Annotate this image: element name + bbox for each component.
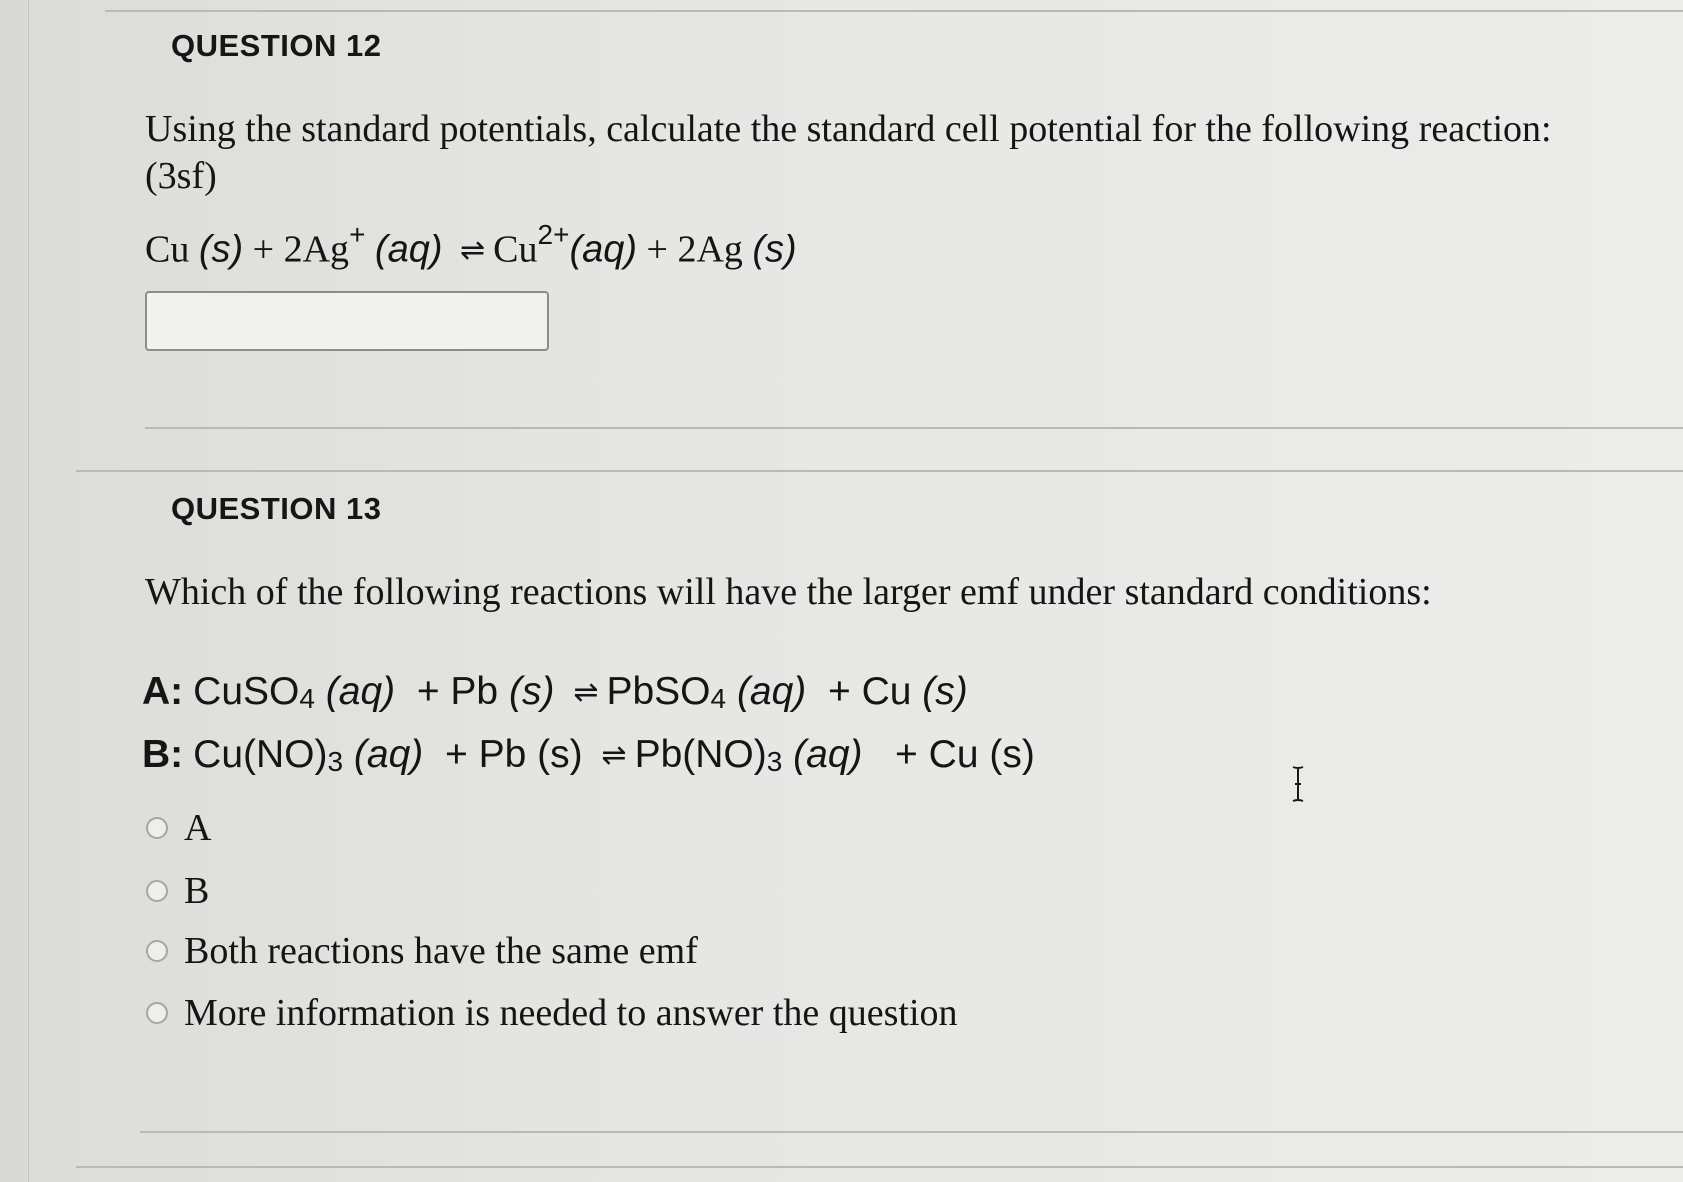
radio-more-info[interactable] xyxy=(146,1002,168,1024)
eq-state-aq2: (aq) xyxy=(569,228,638,271)
reaction-a-product-state: (aq) xyxy=(736,670,807,713)
radio-same-emf[interactable] xyxy=(146,940,168,962)
eq-ag: 2Ag xyxy=(283,228,350,271)
reaction-b-plus-pb: + Pb (s) xyxy=(444,733,583,776)
eq-cu: Cu xyxy=(145,228,190,271)
reaction-b-label: B: xyxy=(142,733,184,776)
eq-cu2: Cu xyxy=(493,228,538,271)
reaction-a-reactant: CuSO xyxy=(193,670,300,713)
eq-ag-charge: + xyxy=(349,219,366,250)
reaction-b-reactant-state: (aq) xyxy=(353,733,424,776)
option-a[interactable] xyxy=(146,806,211,850)
option-more-info[interactable] xyxy=(146,991,958,1035)
option-same-emf-label: Both reactions have the same emf xyxy=(184,930,698,972)
eq-equilibrium-arrow: ⇌ xyxy=(460,232,486,268)
answer-input[interactable] xyxy=(145,291,549,351)
reaction-a xyxy=(142,670,968,714)
reaction-b-product: Pb(NO) xyxy=(634,733,767,776)
eq-state-aq1: (aq) xyxy=(374,228,443,271)
eq-state-s2: (s) xyxy=(752,228,797,271)
section-divider xyxy=(76,470,1683,472)
eq-plus2: + xyxy=(646,228,668,271)
question-12-equation xyxy=(145,219,797,272)
reaction-b-plus-cu: + Cu (s) xyxy=(895,733,1035,776)
reaction-b-product-sub: 3 xyxy=(766,746,783,777)
reaction-a-product: PbSO xyxy=(606,670,711,713)
question-13-prompt: Which of the following reactions will have the larger emf under standard conditions: xyxy=(145,571,1432,613)
reaction-b-reactant-sub: 3 xyxy=(327,746,344,777)
reaction-a-reactant-sub: 4 xyxy=(299,683,315,714)
footer-divider xyxy=(76,1166,1683,1168)
eq-cu-charge: 2+ xyxy=(537,219,570,250)
question-12-prompt xyxy=(145,106,1552,200)
reaction-a-product-sub: 4 xyxy=(710,683,727,714)
question-13-title: QUESTION 13 xyxy=(171,491,382,526)
reaction-b xyxy=(142,733,1035,777)
reaction-a-cu-state: (s) xyxy=(922,670,968,713)
question-13-bottom-rule xyxy=(140,1131,1683,1133)
reaction-a-plus-cu: + Cu xyxy=(827,670,912,713)
radio-b[interactable] xyxy=(146,880,168,902)
reaction-a-arrow: ⇌ xyxy=(573,675,599,710)
question-12-title: QUESTION 12 xyxy=(171,28,382,63)
option-more-info-label: More information is needed to answer the question xyxy=(184,992,958,1034)
question-12-prompt-line2: (3sf) xyxy=(145,155,217,197)
reaction-b-product-state: (aq) xyxy=(793,733,863,776)
eq-state-s1: (s) xyxy=(198,228,244,271)
option-same-emf[interactable] xyxy=(146,929,698,973)
text-cursor-icon xyxy=(1291,765,1305,803)
reaction-b-reactant: Cu(NO) xyxy=(193,733,328,776)
reaction-a-reactant-state: (aq) xyxy=(325,670,396,713)
top-divider xyxy=(105,10,1683,12)
reaction-a-plus-pb: + Pb xyxy=(416,670,499,713)
radio-a[interactable] xyxy=(146,817,168,839)
question-12-prompt-line1: Using the standard potentials, calculate the standard cell potential for the following reaction: xyxy=(145,108,1552,150)
reaction-b-arrow: ⇌ xyxy=(601,738,627,773)
eq-ag-product: 2Ag xyxy=(677,228,743,271)
reaction-a-label: A: xyxy=(142,670,184,713)
question-12-bottom-rule xyxy=(145,427,1683,429)
eq-plus1: + xyxy=(252,228,275,271)
option-b[interactable] xyxy=(146,869,209,913)
option-a-label: A xyxy=(184,807,212,849)
option-b-label: B xyxy=(184,870,210,912)
reaction-a-pb-state: (s) xyxy=(508,670,555,713)
